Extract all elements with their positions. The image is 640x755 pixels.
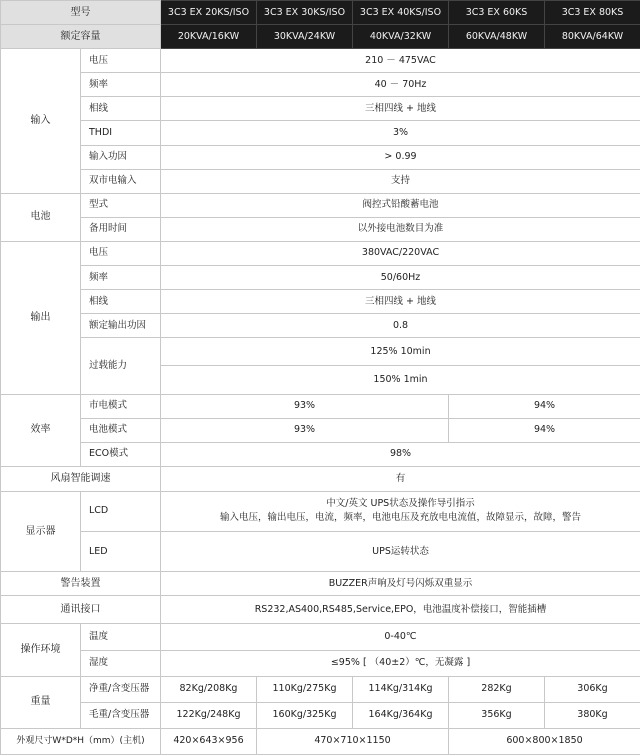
row-value: 82Kg/208Kg — [161, 676, 257, 702]
eff-mains-row — [1, 394, 640, 418]
comm-label: 通讯接口 — [1, 596, 161, 624]
row-label: 电压 — [81, 49, 161, 73]
row-value: 三相四线 + 地线 — [161, 290, 640, 314]
row-value: 98% — [161, 442, 640, 466]
fan-label: 风扇智能调速 — [1, 466, 161, 491]
row-label: LCD — [81, 491, 161, 531]
dimensions-label: 外观尺寸W*D*H（mm）(主机) — [1, 728, 161, 754]
input-dual-mains-row — [1, 169, 640, 193]
row-value: 94% — [449, 418, 640, 442]
battery-type-row — [1, 193, 640, 217]
row-value: 110Kg/275Kg — [257, 676, 353, 702]
output-frequency-row — [1, 266, 640, 290]
row-label: 备用时间 — [81, 217, 161, 241]
row-value: UPS运转状态 — [161, 532, 640, 572]
row-value: BUZZER声响及灯号闪烁双重显示 — [161, 572, 640, 596]
row-value: 164Kg/364Kg — [353, 702, 449, 728]
row-value: 50/60Hz — [161, 266, 640, 290]
row-value: 93% — [161, 418, 449, 442]
output-pf-row — [1, 314, 640, 338]
input-category: 输入 — [1, 49, 81, 194]
row-value: 114Kg/314Kg — [353, 676, 449, 702]
row-label: 相线 — [81, 290, 161, 314]
row-value: 40 － 70Hz — [161, 73, 640, 97]
weight-category: 重量 — [1, 676, 81, 728]
row-value: 306Kg — [545, 676, 640, 702]
row-value: 122Kg/248Kg — [161, 702, 257, 728]
row-label: 频率 — [81, 266, 161, 290]
input-voltage-row — [1, 49, 640, 73]
row-value: 125% 10min — [161, 338, 640, 366]
row-label: LED — [81, 532, 161, 572]
capacity-value: 40KVA/32KW — [353, 25, 449, 49]
row-label: 额定输出功因 — [81, 314, 161, 338]
weight-net-row — [1, 676, 640, 702]
row-label: 净重/含变压器 — [81, 676, 161, 702]
battery-backup-row — [1, 217, 640, 241]
model-label: 型号 — [1, 1, 161, 25]
model-name: 3C3 EX 30KS/ISO — [257, 1, 353, 25]
capacity-value: 20KVA/16KW — [161, 25, 257, 49]
output-voltage-row — [1, 241, 640, 265]
row-label: 电压 — [81, 241, 161, 265]
row-value: 阀控式铅酸蓄电池 — [161, 193, 640, 217]
lcd-line-1: 中文/英文 UPS状态及操作导引指示 — [326, 498, 475, 510]
weight-gross-row — [1, 702, 640, 728]
row-label: 电池模式 — [81, 418, 161, 442]
overload-row-1 — [1, 338, 640, 366]
fan-row — [1, 466, 640, 491]
row-label: 毛重/含变压器 — [81, 702, 161, 728]
model-name: 3C3 EX 60KS — [449, 1, 545, 25]
comm-row — [1, 596, 640, 624]
row-value: 282Kg — [449, 676, 545, 702]
row-value: 600×800×1850 — [449, 728, 640, 754]
row-value: 0-40℃ — [161, 624, 640, 650]
capacity-row — [1, 25, 640, 49]
model-name: 3C3 EX 20KS/ISO — [161, 1, 257, 25]
row-value: ≤95% [ （40±2）℃，无凝露 ] — [161, 650, 640, 676]
battery-category: 电池 — [1, 193, 81, 241]
display-led-row — [1, 532, 640, 572]
alarm-row — [1, 572, 640, 596]
row-label: 频率 — [81, 73, 161, 97]
row-value: 160Kg/325Kg — [257, 702, 353, 728]
input-phase-row — [1, 97, 640, 121]
capacity-value: 30KVA/24KW — [257, 25, 353, 49]
row-label: 型式 — [81, 193, 161, 217]
model-name: 3C3 EX 80KS — [545, 1, 640, 25]
row-value: 以外接电池数目为准 — [161, 217, 640, 241]
row-label: 温度 — [81, 624, 161, 650]
row-value: 支持 — [161, 169, 640, 193]
row-value: 有 — [161, 466, 640, 491]
row-label: 输入功因 — [81, 145, 161, 169]
output-category: 输出 — [1, 241, 81, 394]
efficiency-category: 效率 — [1, 394, 81, 466]
row-value: 210 － 475VAC — [161, 49, 640, 73]
row-value: 470×710×1150 — [257, 728, 449, 754]
alarm-label: 警告装置 — [1, 572, 161, 596]
model-name: 3C3 EX 40KS/ISO — [353, 1, 449, 25]
row-label: 相线 — [81, 97, 161, 121]
row-label: 过载能力 — [81, 338, 161, 394]
row-label: 湿度 — [81, 650, 161, 676]
row-label: ECO模式 — [81, 442, 161, 466]
capacity-value: 80KVA/64KW — [545, 25, 640, 49]
row-value: > 0.99 — [161, 145, 640, 169]
row-value: RS232,AS400,RS485,Service,EPO，电池温度补偿接口，智能插槽 — [161, 596, 640, 624]
row-label: 双市电输入 — [81, 169, 161, 193]
row-value: 94% — [449, 394, 640, 418]
row-value: 380Kg — [545, 702, 640, 728]
env-temp-row — [1, 624, 640, 650]
capacity-label: 额定容量 — [1, 25, 161, 49]
row-value: 380VAC/220VAC — [161, 241, 640, 265]
dimensions-row — [1, 728, 640, 754]
input-frequency-row — [1, 73, 640, 97]
eff-eco-row — [1, 442, 640, 466]
display-category: 显示器 — [1, 491, 81, 571]
row-value: 三相四线 + 地线 — [161, 97, 640, 121]
row-value: 3% — [161, 121, 640, 145]
row-value: 93% — [161, 394, 449, 418]
row-value: 420×643×956 — [161, 728, 257, 754]
eff-battery-row — [1, 418, 640, 442]
env-humidity-row — [1, 650, 640, 676]
row-value: 356Kg — [449, 702, 545, 728]
capacity-value: 60KVA/48KW — [449, 25, 545, 49]
model-row — [1, 1, 640, 25]
input-thdi-row — [1, 121, 640, 145]
row-value: 0.8 — [161, 314, 640, 338]
input-pf-row — [1, 145, 640, 169]
row-label: THDI — [81, 121, 161, 145]
lcd-line-2: 输入电压，输出电压，电流，频率，电池电压及充放电电流值，故障显示，故障，警告 — [219, 512, 581, 524]
display-lcd-row — [1, 491, 640, 531]
output-phase-row — [1, 290, 640, 314]
row-label: 市电模式 — [81, 394, 161, 418]
lcd-value — [161, 491, 640, 531]
environment-category: 操作环境 — [1, 624, 81, 676]
row-value: 150% 1min — [161, 366, 640, 394]
